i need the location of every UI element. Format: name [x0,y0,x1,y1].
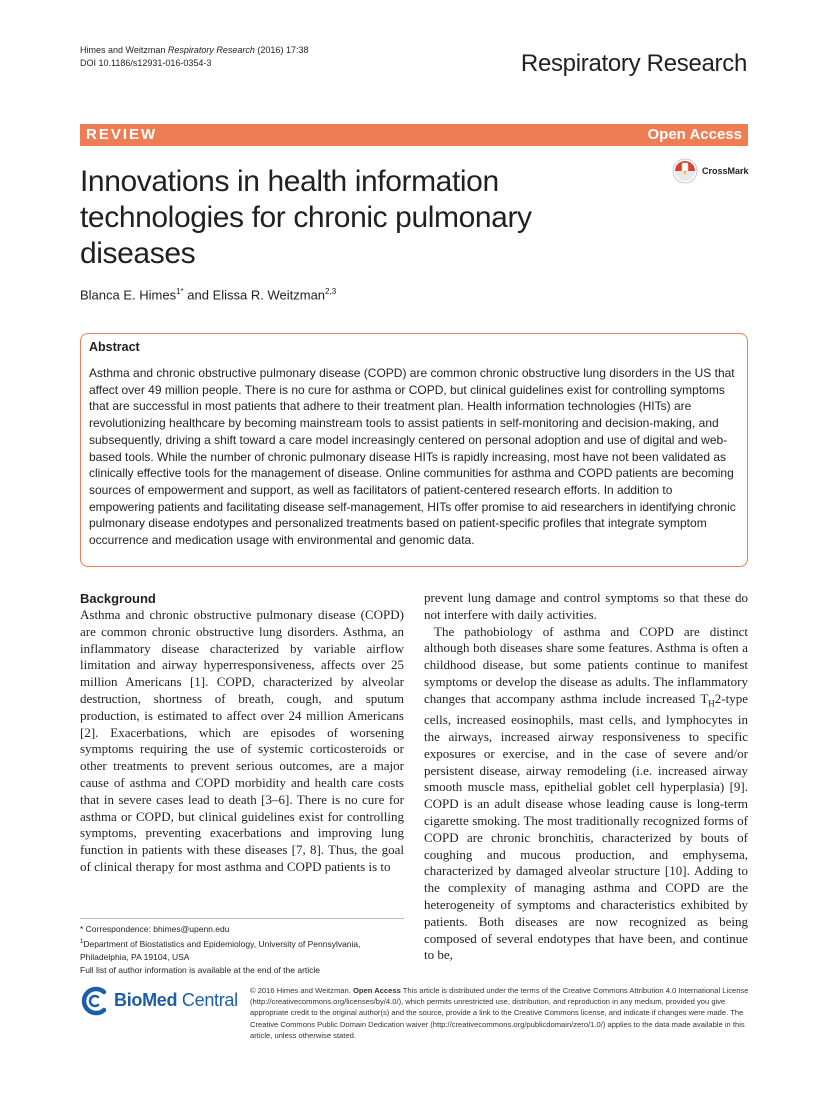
abstract-heading: Abstract [89,340,140,354]
open-access-term: Open Access [352,986,401,995]
citation-journal: Respiratory Research [167,45,255,55]
open-access-label: Open Access [647,126,742,143]
crossmark-icon [672,158,698,184]
body-text-fragment: 2-type cells, increased eosinophils, mast cells, and lymphocytes in the airways, increased airway responsiveness to specific exposures or exercise, and in the case of severe and/or persistent disease, airway remodeling (i.e. increased airway smooth muscle mass, epithelial goblet cell hyperplasia) [9]. COPD is an adult disease whose leading cause is long-term cigarette smoking. The most traditionally recognized forms of COPD are chronic bronchitis, characterized by bouts of coughing and mucous production, and emphysema, characterized by damaged alveolar structure [10]. Adding to the complexity of managing asthma and COPD are the heterogeneity of symptoms and characteristics exhibited by patients. Both diseases are now recognized as being composed of several endotypes that have been, and continue to be, [424,690,748,963]
doi-link[interactable]: DOI 10.1186/s12931-016-0354-3 [80,58,212,68]
body-paragraph: prevent lung damage and control symptoms so that these do not interfere with daily activities. [424,590,748,622]
author-name: Blanca E. Himes [80,287,177,303]
journal-name: Respiratory Research [520,50,747,77]
crossmark-label: CrossMark [702,166,749,176]
author-info-note: Full list of author information is available at the end of the article [80,964,321,975]
article-citation [80,44,308,70]
body-text-fragment: The pathobiology of asthma and COPD are distinct although both diseases share some features. Asthma is often a childhood disease, but some patients continue to manifest symptoms or develop the disease as adults. The inflammatory changes that accompany asthma include increased T [424,623,748,706]
publisher-logo[interactable] [80,986,240,1018]
article-type-label: REVIEW [86,126,158,143]
footnote-divider [80,918,404,919]
affiliation-marker: 1 [80,939,84,945]
publisher-name: BioMed Central [114,990,238,1010]
body-paragraph: Asthma and chronic obstructive pulmonary disease (COPD) are common chronic obstructive lung disorders. Asthma, an inflammatory disease characterized by variable airflow limitation and airway hyperresponsiveness, affects over 25 million Americans [1]. COPD, characterized by alveolar destruction, shortness of breath, cough, and sputum production, is estimated to affect over 24 million Americans [2]. Exacerbations, which are episodes of worsening symptoms requiring the use of systemic corticosteroids or other treatments to prevent serious outcomes, are a major cause of asthma and COPD morbidity and health care costs that in severe cases lead to death [3–6]. There is no cure for asthma or COPD, but clinical guidelines exist for controlling symptoms, preventing exacerbations and improving lung function in patients with these diseases [7, 8]. Thus, the goal of clinical therapy for most asthma and COPD patients is to [80,607,404,874]
body-column-left [80,590,404,876]
affiliation-note [80,936,410,964]
crossmark-badge[interactable] [672,158,752,188]
article-type-banner [80,124,748,146]
author-list [80,287,336,302]
biomed-central-logo-icon [80,986,110,1016]
license-text: This article is distributed under the terms of the Creative Commons Attribution 4.0 International License (http://creativecommons.org/licenses/by/4.0/), which permits unrestricted use, distribution, and reproduction in any medium, provided you give appropriate credit to the original author(s) and the source, provide a link to the Creative Commons license, and indicate if changes were made. The Creative Commons Public Domain Dedication waiver (http://creativecommons.org/publicdomain/zero/1.0/) applies to the data made available in this article, unless otherwise stated. [250,986,749,1040]
author-name: and Elissa R. Weitzman [183,287,326,303]
body-paragraph [424,624,748,965]
section-heading-background: Background [80,591,156,606]
footnotes [80,923,410,977]
subscript-h: H [708,698,715,709]
license-statement: © 2016 Himes and Weitzman. Open Access This article is distributed under the terms of the Creative Commons Attribution 4.0 International License (http://creativecommons.org/licenses/by/4.0/), which permits unrestricted use, distribution, and reproduction in any medium, provided you give appropriate credit to the original author(s) and the source, provide a link to the Creative Commons license, and indicate if changes were made. The Creative Commons Public Domain Dedication waiver (http://creativecommons.org/publicdomain/zero/1.0/) applies to the data made available in this article, unless otherwise stated. [250,986,749,1040]
author-affiliation-marker: 2,3 [325,287,337,296]
correspondence-email[interactable]: * Correspondence: bhimes@upenn.edu [80,924,230,934]
affiliation-text: Department of Biostatistics and Epidemiology, University of Pennsylvania, Philadelphia, PA 19104, USA [80,938,361,962]
article-title: Innovations in health information technologies for chronic pulmonary diseases [80,165,532,270]
body-column-right [424,590,748,964]
citation-authors: Himes and Weitzman [80,45,168,55]
abstract-box [80,333,748,567]
abstract-text: Asthma and chronic obstructive pulmonary disease (COPD) are common chronic obstructive lung disorders in the US that affect over 49 million people. There is no cure for asthma or COPD, but clinical guidelines exist for controlling symptoms that are successful in most patients that adhere to their treatment plan. Health information technologies (HITs) are revolutionizing healthcare by becoming mainstream tools to assist patients in self-monitoring and decision-making, and subsequently, driving a shift toward a care model increasingly centered on personal adoption and use of digital and web-based tools. While the number of chronic pulmonary disease HITs is rapidly increasing, most have not been validated as clinically effective tools for the management of disease. Online communities for asthma and COPD patients are becoming sources of empowerment and support, as well as facilitators of patient-centered research efforts. In addition to empowering patients and facilitating disease self-management, HITs offer promise to aid researchers in identifying chronic pulmonary disease endotypes and personalized treatments based on patient-specific profiles that integrate symptom occurrence and medication usage with environmental and genomic data. [89,366,736,548]
citation-volume: (2016) 17:38 [254,45,309,55]
author-affiliation-marker: 1* [176,287,184,296]
